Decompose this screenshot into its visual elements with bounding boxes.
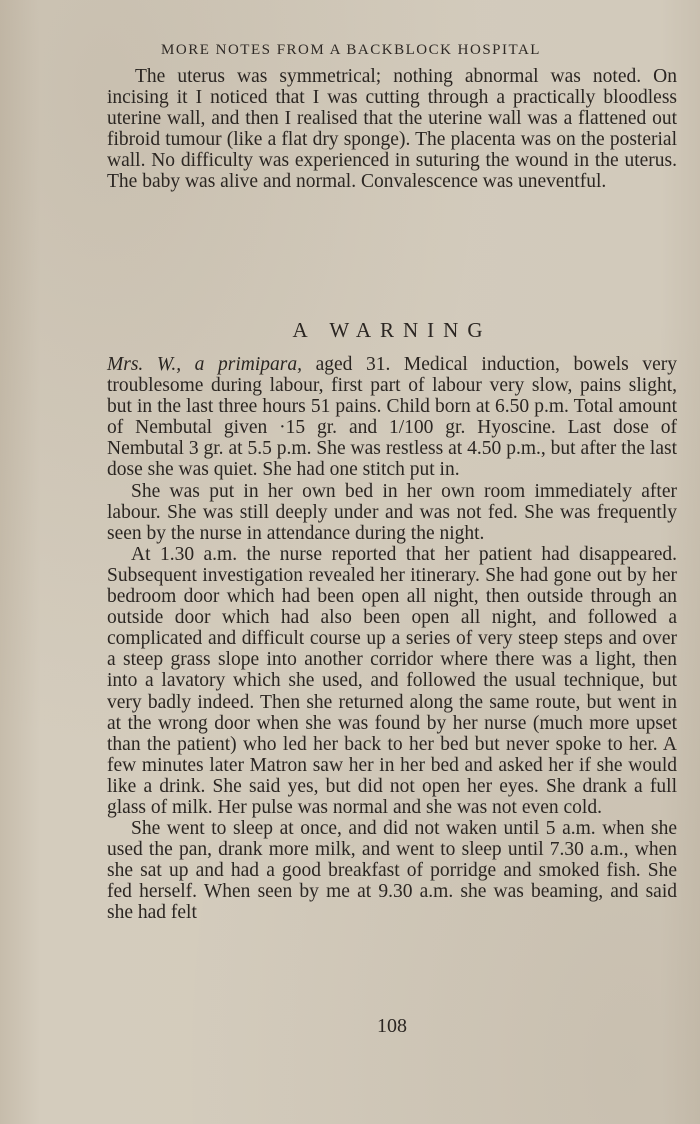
case-paragraph-4: She went to sleep at once, and did not waken until 5 a.m. when she used the pan, drank more milk, and went to sleep until 7.30 a.m., when she sat up and had a good breakfast of porridge and smoked fish. She fed herself. When seen by me at 9.30 a.m. she was beaming, and said she had felt <box>107 818 677 924</box>
case-paragraph-2: She was put in her own bed in her own room immediately after labour. She was still deeply under and was not fed. She was frequently seen by the nurse in attendance during the night. <box>107 480 677 544</box>
intro-text-block <box>107 66 677 193</box>
intro-paragraph: The uterus was symmetrical; nothing abnormal was noted. On incising it I noticed that I was cutting through a practically bloodless uterine wall, and then I realised that the uterine wall was a flattened out fibroid tumour (like a flat dry sponge). The placenta was on the posterial wall. No difficulty was experienced in suturing the wound in the uterus. The baby was alive and normal. Convalescence was uneventful. <box>107 66 677 193</box>
section-heading: A WARNING <box>292 318 492 342</box>
case-paragraph-1 <box>107 354 677 481</box>
page-number: 108 <box>377 1015 407 1037</box>
patient-intro: Mrs. W., a primipara, <box>107 354 302 375</box>
case-paragraph-3: At 1.30 a.m. the nurse reported that her patient had disappeared. Subsequent investigation revealed her itinerary. She had gone out by her bedroom door which had been open all night, then outside through an outside door which had also been open all night, and followed a complicated and difficult course up a series of very steep steps and over a steep grass slope into another corridor where there was a light, then into a lavatory which she used, and followed the usual technique, but very badly indeed. Then she returned along the same route, but went in at the wrong door when she was found by her nurse (much more upset than the patient) who led her back to her bed but never spoke to her. A few minutes later Matron saw her in her bed and asked her if she would like a drink. She said yes, but did not open her eyes. She drank a full glass of milk. Her pulse was normal and she was not even cold. <box>107 543 677 818</box>
case-text-block <box>107 354 677 924</box>
running-head: MORE NOTES FROM A BACKBLOCK HOSPITAL <box>161 42 541 58</box>
case-paragraph-1-rest: aged 31. Medical induction, bowels very troublesome during labour, first part of labour very slow, pains slight, but in the last three hours 51 pains. Child born at 6.50 p.m. Total amount of Nembutal given ·15 gr. and 1/100 gr. Hyoscine. Last dose of Nembutal 3 gr. at 5.5 p.m. She was restless at 4.50 p.m., but after the last dose she was quiet. She had one stitch put in. <box>107 354 677 481</box>
